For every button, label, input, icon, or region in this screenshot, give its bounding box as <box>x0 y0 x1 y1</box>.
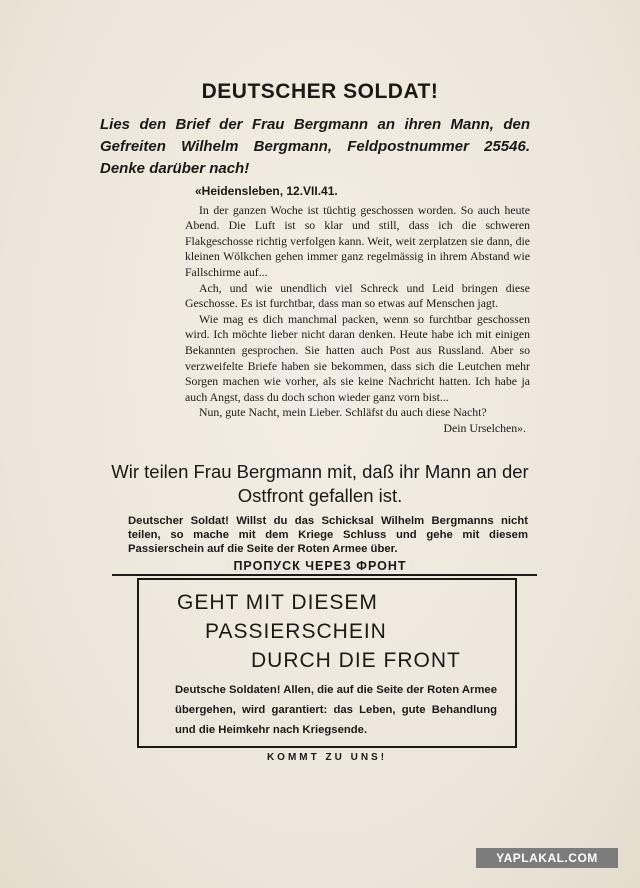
letter-paragraph: In der ganzen Woche ist tüchtig geschossen worden. So auch heute Abend. Die Luft ist so klar und still, dass ich die schweren Flakgeschosse richtig verfolgen kann. Weit, weit zerplatzen sie dann, die kleinen Wölkchen gehen immer ganz regelmässig in ihrem Abstand wie Fallschirme auf... <box>185 202 530 279</box>
site-watermark: YAPLAKAL.COM <box>476 848 618 868</box>
pass-heading-line: PASSIERSCHEIN <box>205 620 387 643</box>
pass-heading <box>139 588 515 675</box>
appeal-text: Deutscher Soldat! Willst du das Schicksal Wilhelm Bergmanns nicht teilen, so mache mit dem Kriege Schluss und gehe mit diesem Passierschein auf die Seite der Roten Armee über. <box>128 515 528 555</box>
letter-paragraph: Wie mag es dich manchmal packen, wenn so furchtbar geschossen wird. Ich möchte lieber nicht daran denken. Heute habe ich mit einigen Bekannten gesprochen. Sie hatten auch Post aus Russland. Aber so verzweifelte Briefe haben sie bekommen, dass sich die Leutchen mehr Sorgen machen wie vorher, als sie keine Nachricht hatten. Ich habe ja auch Angst, dass du doch schon wieder ganz vorn bist... <box>185 311 530 404</box>
pass-heading-line: DURCH DIE FRONT <box>251 649 461 672</box>
pass-heading-line: GEHT MIT DIESEM <box>177 591 378 614</box>
pass-russian-title <box>0 559 640 573</box>
letter-signature: Dein Urselchen». <box>443 420 526 435</box>
divider-rule <box>112 574 537 576</box>
letter-paragraph: Nun, gute Nacht, mein Lieber. Schläfst du auch diese Nacht? <box>199 405 487 420</box>
pass-russian-title-text: ПРОПУСК ЧЕРЕЗ ФРОНТ <box>225 559 414 573</box>
letter-date: «Heidensleben, 12.VII.41. <box>195 184 338 198</box>
headline: DEUTSCHER SOLDAT! <box>201 80 439 103</box>
death-announcement: Wir teilen Frau Bergmann mit, daß ihr Mann an der Ostfront gefallen ist. <box>111 461 529 506</box>
letter-paragraph: Ach, und wie unendlich viel Schreck und Leid bringen diese Geschosse. Es ist furchtbar, dass man so etwas auf Menschen jagt. <box>185 280 530 311</box>
intro-text: Lies den Brief der Frau Bergmann an ihren Mann, den Gefreiten Wilhelm Bergmann, Feldpostnummer 25546. Denke darüber nach! <box>100 116 530 177</box>
closing-call: KOMMT ZU UNS! <box>266 752 388 763</box>
letter-block <box>185 184 530 437</box>
pass-guarantee: Deutsche Soldaten! Allen, die auf die Seite der Roten Armee übergehen, wird garantiert: das Leben, gute Behandlung und die Heimkehr nach Kriegsende. <box>175 684 497 736</box>
safe-conduct-pass <box>137 578 517 748</box>
